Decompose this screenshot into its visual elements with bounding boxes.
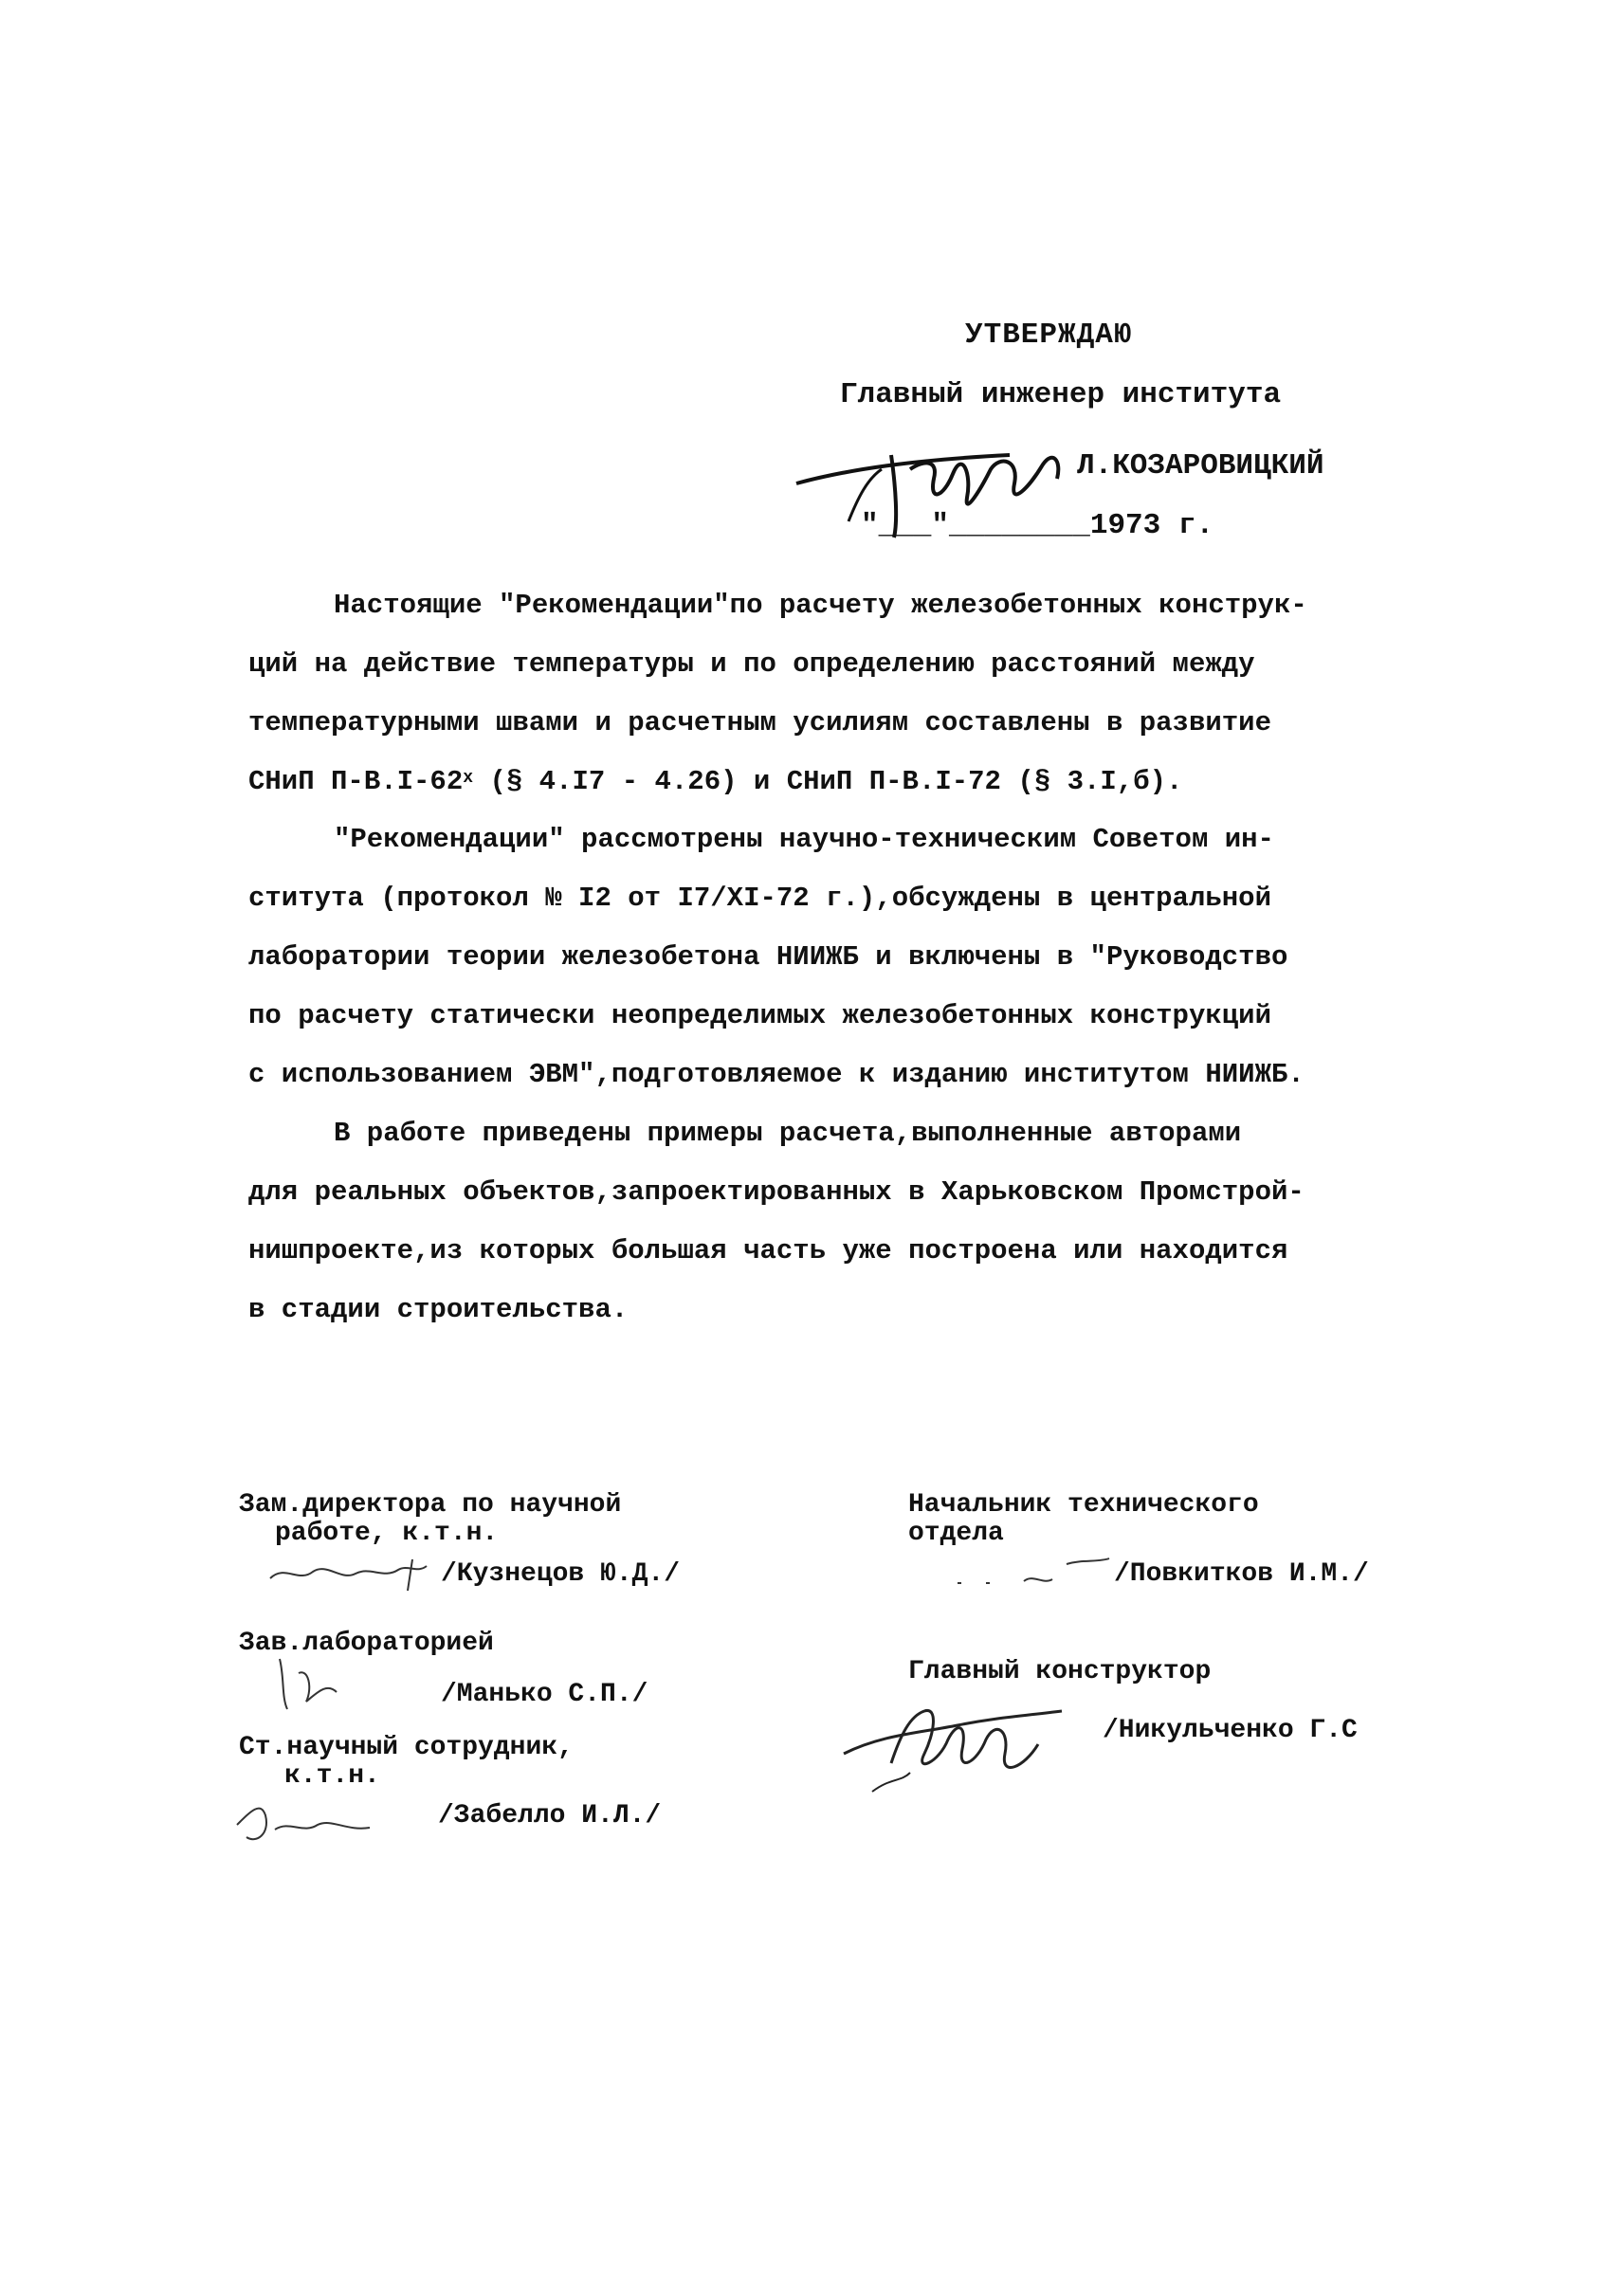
manko-signature: [270, 1654, 356, 1711]
manko-role: Зав.лабораторией: [239, 1629, 494, 1658]
paragraph-line: в стадии строительства.: [248, 1294, 629, 1325]
paragraph-line: нишпроекте,из которых большая часть уже построена или находится: [248, 1235, 1288, 1266]
paragraph-line: В работе приведены примеры расчета,выполненные авторами: [334, 1118, 1242, 1149]
paragraph-line: ций на действие температуры и по определению расстояний между: [248, 648, 1255, 680]
nikulchenko-role: Главный конструктор: [908, 1657, 1212, 1686]
section-refs: (§ 4.I7 - 4.26) и СНиП П-В.I-72 (§ 3.I,б).: [473, 766, 1183, 797]
manko-name: /Манько С.П./: [441, 1680, 648, 1709]
paragraph-line: с использованием ЭВМ",подготовляемое к изданию институтом НИИЖБ.: [248, 1059, 1305, 1090]
kuznetsov-signature: [265, 1555, 436, 1593]
paragraph-3: [248, 1104, 1405, 1339]
povkitkov-name: /Повкитков И.М./: [1114, 1559, 1369, 1589]
nikulchenko-signature: [834, 1697, 1090, 1801]
povkitkov-role-line1: Начальник технического: [908, 1490, 1259, 1520]
superscript-x: х: [463, 769, 474, 788]
paragraph-line: Настоящие "Рекомендации"по расчету железобетонных конструк-: [334, 590, 1307, 621]
paragraph-line: температурными швами и расчетным усилиям составлены в развитие: [248, 707, 1271, 738]
approval-name: Л.КОЗАРОВИЦКИЙ: [1077, 449, 1324, 483]
zabello-role-line2: к.т.н.: [284, 1761, 380, 1791]
nikulchenko-name: /Никульченко Г.С: [1103, 1716, 1358, 1745]
paragraph-2: [248, 811, 1405, 1104]
paragraph-line: "Рекомендации" рассмотрены научно-техническим Советом ин-: [334, 824, 1274, 855]
snip-ref: СНиП П-В.I-62: [248, 766, 464, 797]
kuznetsov-role-line1: Зам.директора по научной: [239, 1490, 622, 1520]
paragraph-line: ститута (протокол № I2 от I7/XI-72 г.),обсуждены в центральной: [248, 883, 1271, 914]
zabello-name: /Забелло И.Л./: [438, 1801, 662, 1831]
kuznetsov-name: /Кузнецов Ю.Д./: [441, 1559, 681, 1589]
povkitkov-role-line2: отдела: [908, 1519, 1004, 1548]
zabello-signature: [228, 1792, 379, 1849]
povkitkov-signature: [948, 1555, 1114, 1593]
kuznetsov-role-line2: работе, к.т.н.: [275, 1519, 499, 1548]
approval-date: "___"________1973 г.: [861, 509, 1214, 542]
paragraph-line: лаборатории теории железобетона НИИЖБ и включены в "Руководство: [248, 941, 1288, 973]
paragraph-1: [248, 576, 1405, 811]
approval-title: УТВЕРЖДАЮ: [965, 319, 1133, 352]
paragraph-line: для реальных объектов,запроектированных в Харьковском Промстрой-: [248, 1176, 1305, 1208]
paragraph-line: по расчету статически неопределимых железобетонных конструкций: [248, 1000, 1271, 1031]
zabello-role-line1: Ст.научный сотрудник,: [239, 1733, 574, 1762]
approval-position: Главный инженер института: [840, 378, 1282, 411]
paragraph-line: [248, 753, 1405, 811]
